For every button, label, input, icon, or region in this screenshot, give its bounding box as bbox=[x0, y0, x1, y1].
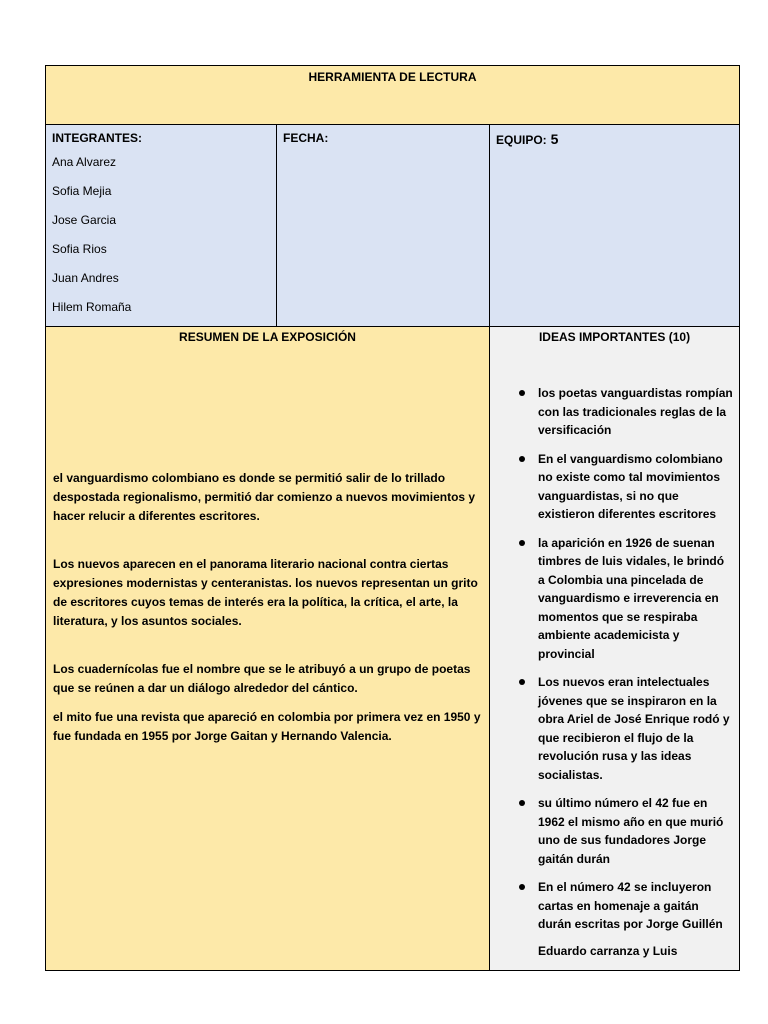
member-name: Sofia Rios bbox=[52, 242, 107, 256]
idea-text: En el vanguardismo colombiano no existe como tal movimientos vanguardistas, si no que existieron diferentes escritores bbox=[538, 451, 723, 521]
members-cell bbox=[46, 125, 277, 327]
idea-item bbox=[490, 878, 739, 934]
bullet-icon bbox=[519, 390, 525, 396]
reading-tool-document bbox=[45, 65, 739, 971]
bullet-icon bbox=[519, 884, 525, 890]
bullet-icon bbox=[519, 456, 525, 462]
member-name: Ana Alvarez bbox=[52, 155, 117, 169]
members-label: INTEGRANTES: bbox=[52, 131, 142, 145]
date-cell bbox=[277, 125, 490, 327]
idea-text: los poetas vanguardistas rompían con las tradicionales reglas de la versificación bbox=[538, 386, 733, 437]
ideas-heading: IDEAS IMPORTANTES (10) bbox=[538, 330, 691, 344]
idea-text: la aparición en 1926 de suenan timbres de luis vidales, le brindó a Colombia una pincelada de vanguardismo e irreverencia en momentos que se respiraba ambiente academicista y provincial bbox=[538, 535, 725, 661]
idea-item bbox=[490, 384, 739, 440]
team-label: EQUIPO: bbox=[496, 133, 547, 147]
document-title: HERRAMIENTA DE LECTURA bbox=[308, 70, 477, 84]
idea-item bbox=[490, 673, 739, 784]
idea-text: En el número 42 se incluyeron cartas en homenaje a gaitán durán escritas por Jorge Guillén bbox=[538, 880, 723, 931]
idea-item bbox=[490, 794, 739, 868]
idea-text: Los nuevos eran intelectuales jóvenes que se inspiraron en la obra Ariel de José Enrique rodó y que recibieron el flujo de la revolución rusa y las ideas socialistas. bbox=[538, 675, 730, 782]
team-cell bbox=[490, 125, 740, 327]
idea-item bbox=[490, 534, 739, 664]
summary-paragraph: Los nuevos aparecen en el panorama literario nacional contra ciertas expresiones modernistas y centeranistas. los nuevos representan un grito de escritores cuyos temas de interés era la política, la crítica, el arte, la literatura, y los asuntos sociales. bbox=[53, 557, 478, 628]
title-cell bbox=[46, 66, 740, 125]
summary-paragraph: el vanguardismo colombiano es donde se permitió salir de lo trillado despostada regionalismo, permitió dar comienzo a nuevos movimientos y hacer relucir a diferentes escritores. bbox=[53, 471, 476, 523]
summary-cell bbox=[46, 327, 490, 971]
idea-item bbox=[490, 450, 739, 524]
ideas-list bbox=[490, 384, 739, 934]
summary-body bbox=[46, 469, 489, 746]
idea-continuation: Eduardo carranza y Luis bbox=[538, 943, 678, 958]
team-number: 5 bbox=[550, 131, 559, 147]
summary-paragraph: Los cuadernícolas fue el nombre que se le atribuyó a un grupo de poetas que se reúnen a dar un diálogo alrededor del cántico. bbox=[53, 662, 471, 695]
bullet-icon bbox=[519, 679, 525, 685]
idea-text: su último número el 42 fue en 1962 el mismo año en que murió uno de sus fundadores Jorge gaitán durán bbox=[538, 796, 724, 866]
summary-paragraph: el mito fue una revista que apareció en colombia por primera vez en 1950 y fue fundada en 1955 por Jorge Gaitan y Hernando Valencia. bbox=[53, 710, 481, 743]
members-list bbox=[46, 148, 276, 322]
summary-heading: RESUMEN DE LA EXPOSICIÓN bbox=[179, 330, 356, 344]
member-name: Juan Andres bbox=[52, 271, 119, 285]
date-label: FECHA: bbox=[283, 131, 329, 145]
ideas-cell bbox=[490, 327, 740, 971]
bullet-icon bbox=[519, 800, 525, 806]
member-name: Sofia Mejia bbox=[52, 184, 112, 198]
member-name: Jose Garcia bbox=[52, 213, 117, 227]
bullet-icon bbox=[519, 540, 525, 546]
team-header bbox=[490, 125, 739, 147]
reading-tool-table bbox=[45, 65, 740, 971]
member-name: Hilem Romaña bbox=[52, 300, 132, 314]
